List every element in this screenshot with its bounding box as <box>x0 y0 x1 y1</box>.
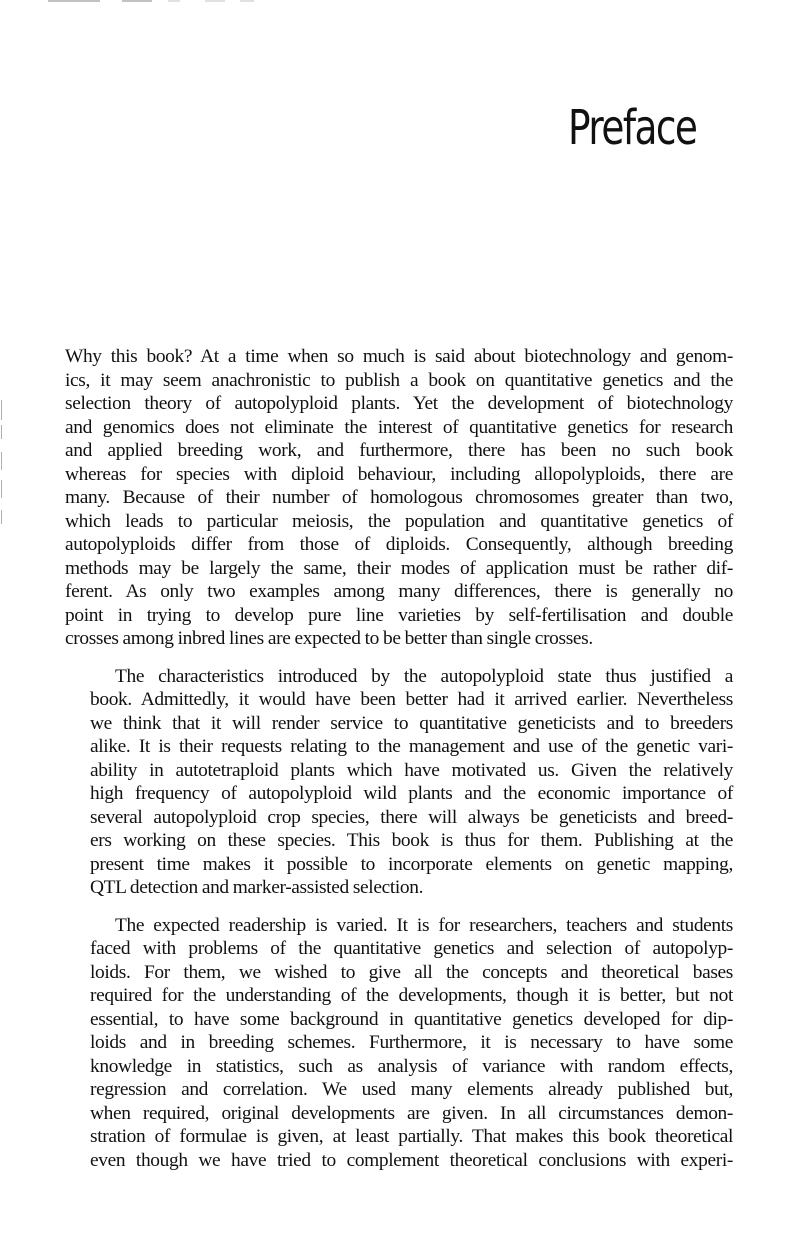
text-line: faced with problems of the quantitative genetics and selection of autopolyp- <box>90 938 733 959</box>
margin-mark <box>1 400 2 420</box>
text-line: and applied breeding work, and furthermore, there has been no such book <box>65 440 733 461</box>
text-line: The expected readership is varied. It is for researchers, teachers and students <box>115 914 733 936</box>
text-line: and genomics does not eliminate the interest of quantitative genetics for research <box>65 416 733 438</box>
text-line: regression and correlation. We used many elements already published but, <box>90 1079 733 1100</box>
text-line: crosses among inbred lines are expected to be better than single crosses. <box>65 628 593 649</box>
text-line: methods may be largely the same, their modes of application must be rather dif- <box>65 557 733 579</box>
paragraph <box>65 914 733 1173</box>
preface-body <box>65 345 733 1186</box>
text-line: when required, original developments are given. In all circumstances demon- <box>90 1102 733 1124</box>
text-line: book. Admittedly, it would have been better had it arrived earlier. Nevertheless <box>90 689 733 710</box>
margin-mark <box>1 510 2 524</box>
scan-artifact <box>122 0 152 2</box>
margin-mark <box>1 480 2 498</box>
text-line: which leads to particular meiosis, the population and quantitative genetics of <box>65 510 733 532</box>
text-line: ability in autotetraploid plants which have motivated us. Given the relatively <box>90 759 733 781</box>
text-line: selection theory of autopolyploid plants. Yet the development of biotechnology <box>65 393 733 414</box>
text-line: many. Because of their number of homologous chromosomes greater than two, <box>65 487 733 508</box>
text-line: QTL detection and marker-assisted selection. <box>90 877 424 898</box>
text-line: The characteristics introduced by the autopolyploid state thus justified a <box>115 665 733 687</box>
text-line: Why this book? At a time when so much is said about biotechnology and genom- <box>65 346 733 367</box>
scan-artifact <box>48 0 100 2</box>
text-line: point in trying to develop pure line varieties by self-fertilisation and double <box>65 604 733 626</box>
scan-artifact <box>168 0 180 2</box>
text-line: autopolyploids differ from those of diploids. Consequently, although breeding <box>65 534 733 555</box>
text-line: essential, to have some background in quantitative genetics developed for dip- <box>90 1008 733 1030</box>
scan-artifact <box>205 0 225 2</box>
text-line: we think that it will render service to quantitative geneticists and to breeders <box>90 712 733 734</box>
text-line: loids. For them, we wished to give all the concepts and theoretical bases <box>90 961 733 983</box>
text-line: whereas for species with diploid behaviour, including allopolyploids, there are <box>65 463 733 485</box>
text-line: even though we have tried to complement theoretical conclusions with experi- <box>90 1149 733 1171</box>
text-line: stration of formulae is given, at least partially. That makes this book theoretical <box>90 1126 733 1147</box>
margin-mark <box>1 425 2 439</box>
paragraph <box>65 345 733 651</box>
text-line: required for the understanding of the developments, though it is better, but not <box>90 985 733 1006</box>
text-line: ics, it may seem anachronistic to publish a book on quantitative genetics and the <box>65 369 733 391</box>
text-line: present time makes it possible to incorporate elements on genetic mapping, <box>90 853 733 875</box>
margin-mark <box>1 452 2 470</box>
paragraph <box>65 665 733 900</box>
text-line: several autopolyploid crop species, there will always be geneticists and breed- <box>90 806 733 828</box>
page-title: Preface <box>568 100 697 156</box>
text-line: alike. It is their requests relating to the management and use of the genetic vari- <box>90 736 733 757</box>
text-line: ferent. As only two examples among many differences, there is generally no <box>65 581 733 602</box>
text-line: high frequency of autopolyploid wild plants and the economic importance of <box>90 783 733 804</box>
text-line: ers working on these species. This book is thus for them. Publishing at the <box>90 830 733 851</box>
text-line: knowledge in statistics, such as analysis of variance with random effects, <box>90 1055 733 1077</box>
scan-artifact <box>240 0 254 2</box>
text-line: loids and in breeding schemes. Furthermore, it is necessary to have some <box>90 1032 733 1053</box>
